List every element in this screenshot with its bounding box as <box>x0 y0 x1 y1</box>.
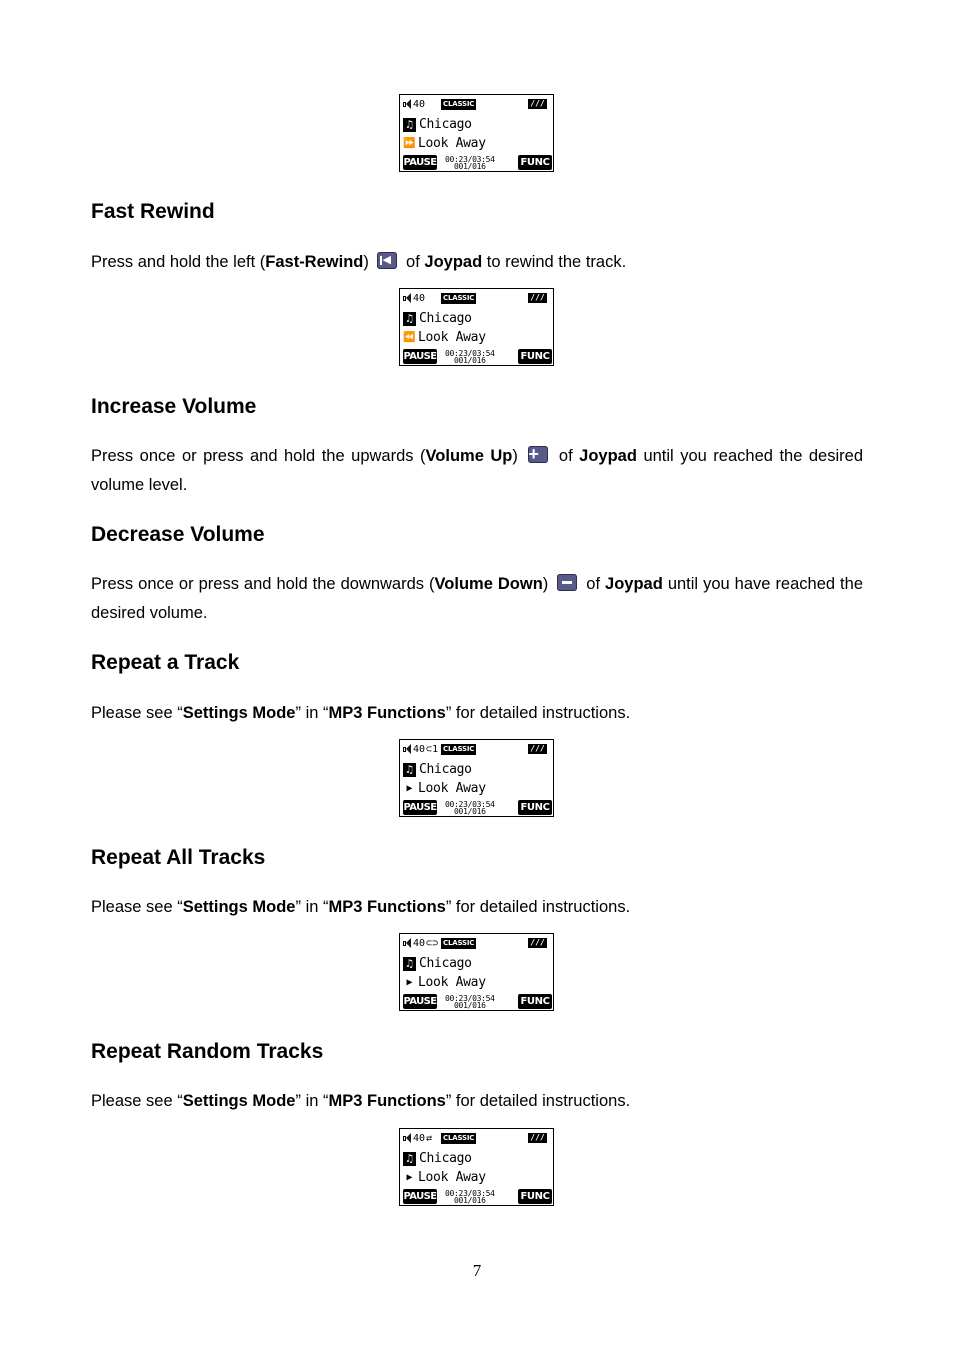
pause-label: PAUSE <box>403 1191 437 1202</box>
speaker-icon <box>403 938 411 949</box>
rewind-button-icon <box>377 252 397 269</box>
repeat-random-icon: ⇄ <box>426 1133 433 1144</box>
fast-forward-icon: ⏩ <box>403 138 416 149</box>
heading-repeat-all: Repeat All Tracks <box>91 846 266 869</box>
heading-increase-volume: Increase Volume <box>91 395 257 418</box>
paragraph-decrease-volume: Press once or press and hold the downwards (Volume Down) of Joypad until you have reached the desired volume. <box>91 575 863 622</box>
track-title: Look Away <box>418 1170 486 1185</box>
music-note-icon: ♫ <box>403 763 416 777</box>
paragraph-repeat-track: Please see “Settings Mode” in “MP3 Functions” for detailed instructions. <box>91 704 631 722</box>
eq-badge: CLASSIC <box>443 1134 475 1142</box>
time-readout: 00:23/03:54 <box>445 348 495 358</box>
track-title: Look Away <box>418 975 486 990</box>
music-note-icon: ♫ <box>403 118 416 132</box>
func-label: FUNC <box>518 155 552 170</box>
time-readout: 00:23/03:54 <box>445 154 495 164</box>
eq-badge: CLASSIC <box>443 939 475 947</box>
volume-down-icon <box>557 574 577 591</box>
battery-icon: /// <box>528 938 547 948</box>
eq-badge: CLASSIC <box>443 100 475 108</box>
page-number: 7 <box>472 1261 482 1280</box>
play-icon: ▶ <box>406 1172 413 1183</box>
track-counter: 001/016 <box>454 1195 486 1205</box>
paragraph-repeat-all: Please see “Settings Mode” in “MP3 Functions” for detailed instructions. <box>91 898 631 916</box>
heading-repeat-track: Repeat a Track <box>91 651 240 674</box>
pause-label: PAUSE <box>403 157 437 168</box>
artist-name: Chicago <box>419 762 472 777</box>
func-label: FUNC <box>518 994 552 1009</box>
lcd-screen-fast-forward: 40 CLASSIC /// ♫ Chicago ⏩ Look Away PAUSE 00:23/03:54 001/016 FUNC <box>399 94 554 172</box>
func-label: FUNC <box>518 800 552 815</box>
paragraph-increase-volume: Press once or press and hold the upwards (Volume Up) + of Joypad until you reached the desired volume level. <box>91 442 863 500</box>
time-readout: 00:23/03:54 <box>445 1188 495 1198</box>
battery-icon: /// <box>528 744 547 754</box>
artist-name: Chicago <box>419 1151 472 1166</box>
battery-icon: /// <box>528 99 547 109</box>
speaker-icon <box>403 293 411 304</box>
track-counter: 001/016 <box>454 1000 486 1010</box>
track-title: Look Away <box>418 781 486 796</box>
func-label: FUNC <box>518 349 552 364</box>
track-counter: 001/016 <box>454 161 486 171</box>
time-readout: 00:23/03:54 <box>445 993 495 1003</box>
music-note-icon: ♫ <box>403 957 416 971</box>
lcd-screen-repeat-one: 40 ⊂1 CLASSIC /// ♫ Chicago ▶ Look Away PAUSE 00:23/03:54 001/016 FUNC <box>399 739 554 817</box>
heading-decrease-volume: Decrease Volume <box>91 523 265 546</box>
func-label: FUNC <box>518 1189 552 1204</box>
fast-rewind-icon: ⏪ <box>403 332 416 343</box>
paragraph-fast-rewind: Press and hold the left (Fast-Rewind) ◀ of Joypad to rewind the track. <box>91 248 863 277</box>
track-counter: 001/016 <box>454 355 486 365</box>
artist-name: Chicago <box>419 117 472 132</box>
music-note-icon: ♫ <box>403 312 416 326</box>
track-counter: 001/016 <box>454 806 486 816</box>
battery-icon: /// <box>528 293 547 303</box>
pause-label: PAUSE <box>403 351 437 362</box>
speaker-icon <box>403 99 411 110</box>
play-icon: ▶ <box>406 977 413 988</box>
eq-badge: CLASSIC <box>443 294 475 302</box>
pause-label: PAUSE <box>403 802 437 813</box>
lcd-screen-repeat-all: 40 ⊂⊃ CLASSIC /// ♫ Chicago ▶ Look Away PAUSE 00:23/03:54 001/016 FUNC <box>399 933 554 1011</box>
music-note-icon: ♫ <box>403 1152 416 1166</box>
eq-badge: CLASSIC <box>443 745 475 753</box>
lcd-screen-fast-rewind: 40 CLASSIC /// ♫ Chicago ⏪ Look Away PAUSE 00:23/03:54 001/016 FUNC <box>399 288 554 366</box>
volume-up-icon <box>528 446 548 463</box>
paragraph-repeat-random: Please see “Settings Mode” in “MP3 Functions” for detailed instructions. <box>91 1092 631 1110</box>
heading-fast-rewind: Fast Rewind <box>91 200 215 223</box>
speaker-icon <box>403 744 411 755</box>
pause-label: PAUSE <box>403 996 437 1007</box>
battery-icon: /// <box>528 1133 547 1143</box>
lcd-screen-repeat-random: 40 ⇄ CLASSIC /// ♫ Chicago ▶ Look Away PAUSE 00:23/03:54 001/016 FUNC <box>399 1128 554 1206</box>
heading-repeat-random: Repeat Random Tracks <box>91 1040 324 1063</box>
time-readout: 00:23/03:54 <box>445 799 495 809</box>
artist-name: Chicago <box>419 311 472 326</box>
track-title: Look Away <box>418 330 486 345</box>
speaker-icon <box>403 1133 411 1144</box>
play-icon: ▶ <box>406 783 413 794</box>
track-title: Look Away <box>418 136 486 151</box>
artist-name: Chicago <box>419 956 472 971</box>
repeat-all-icon: ⊂⊃ <box>426 938 439 949</box>
repeat-one-icon: ⊂1 <box>426 744 439 755</box>
